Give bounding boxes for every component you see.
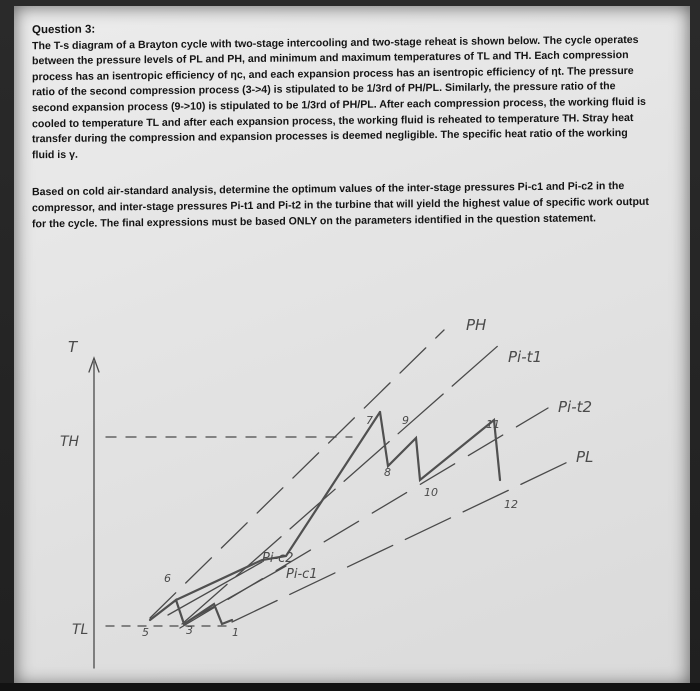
- state-5: 5: [142, 626, 149, 639]
- state-10: 10: [424, 486, 438, 499]
- label-pit1: Pi-t1: [508, 348, 543, 366]
- photo-bottom-edge: [0, 683, 700, 691]
- label-pic1: Pi-c1: [286, 567, 318, 582]
- label-ph: PH: [466, 316, 487, 334]
- label-pit2: Pi-t2: [558, 398, 593, 416]
- question-title: Question 3:: [32, 23, 96, 37]
- state-8: 8: [384, 466, 391, 479]
- state-11: 11: [486, 418, 500, 431]
- process-path-heating: [176, 412, 380, 600]
- process-path-turbine: [380, 412, 500, 480]
- state-12: 12: [504, 498, 518, 511]
- state-1: 1: [232, 626, 239, 639]
- label-th: TH: [60, 434, 80, 450]
- state-3: 3: [186, 624, 193, 637]
- state-7: 7: [366, 414, 373, 427]
- question-paragraph-2: Based on cold air-standard analysis, determine the optimum values of the inter-stage pressures Pi-c1 and Pi-c2 in the compressor, and inter-stage pressures Pi-t1 and Pi-t2 in the turbine that will yield the highest value of specific work output for the cycle. The final expressions must be based ONLY on the parameters identified in the question statement.: [32, 180, 649, 230]
- question-paragraph-1: The T-s diagram of a Brayton cycle with two-stage intercooling and two-stage reheat is shown below. The cycle operates between the pressure levels of PL and PH, and minimum and maximum temperatures of TL and TH. Each compression process has an isentropic efficiency of ηc, and each expansion process has an isentropic efficiency of ηt. The pressure ratio of the second compression process (3->4) is stipulated to be 1/3rd of PH/PL. Similarly, the pressure ratio of the second expansion process (9->10) is stipulated to be 1/3rd of PH/PL. After each compression process, the working fluid is cooled to temperature TL and after each expansion process, the working fluid is reheated to temperature TH. Stray heat transfer during the compression and expansion processes is deemed negligible. The specific heat ratio of the working fluid is γ.: [32, 33, 646, 161]
- label-pic2: Pi-c2: [262, 551, 294, 566]
- state-9: 9: [402, 414, 409, 427]
- isobar-pit1: [182, 344, 500, 624]
- axis-label-t: T: [68, 338, 78, 356]
- state-6: 6: [164, 572, 171, 585]
- isobar-pl: [232, 460, 572, 622]
- label-pl: PL: [576, 448, 594, 466]
- label-tl: TL: [72, 622, 89, 638]
